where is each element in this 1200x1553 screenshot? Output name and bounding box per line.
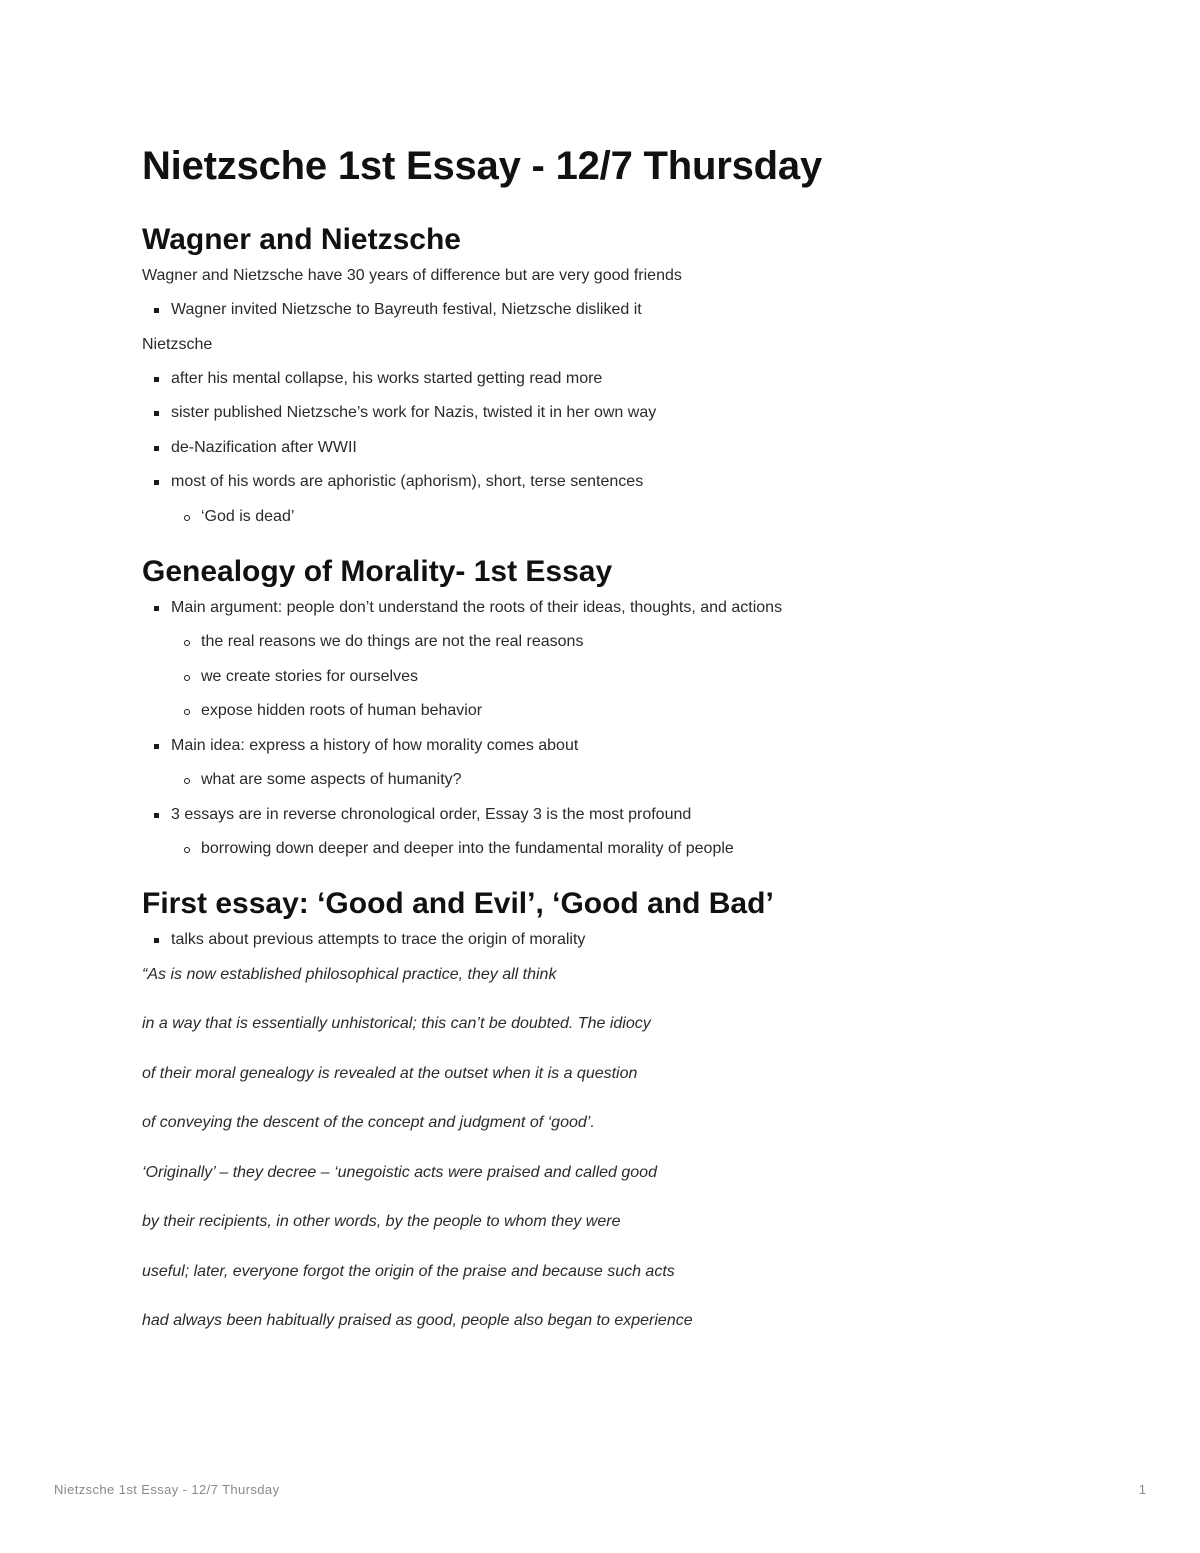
- circle-bullet-icon: [184, 675, 190, 681]
- square-bullet-icon: [154, 377, 159, 382]
- list-item-text: Main idea: express a history of how morality comes about: [171, 736, 579, 754]
- circle-bullet-icon: [184, 847, 190, 853]
- list-item-text: most of his words are aphoristic (aphorism), short, terse sentences: [171, 473, 644, 490]
- quote-line: had always been habitually praised as good, people also began to experience: [142, 1312, 693, 1329]
- footer-page-number: 1: [1138, 1482, 1146, 1497]
- list-item-nested: [142, 507, 1102, 527]
- list-item-nested: [142, 632, 1102, 652]
- list-item-nested: [142, 839, 1102, 859]
- quote-line: ‘Originally’ – they decree – ‘unegoistic acts were praised and called good: [142, 1163, 657, 1181]
- list-item-text: what are some aspects of humanity?: [201, 771, 462, 788]
- bullet-list: [142, 369, 1102, 527]
- list-item-text: after his mental collapse, his works started getting read more: [171, 369, 603, 387]
- list-item: [142, 300, 1102, 320]
- list-item: [142, 736, 1102, 756]
- section-heading: First essay: ‘Good and Evil’, ‘Good and Bad’: [142, 887, 774, 920]
- paragraph: Wagner and Nietzsche have 30 years of difference but are very good friends: [142, 267, 682, 284]
- list-item-text: talks about previous attempts to trace the origin of morality: [171, 931, 586, 948]
- circle-bullet-icon: [184, 640, 190, 646]
- section-heading: Wagner and Nietzsche: [142, 223, 461, 256]
- list-item-nested: [142, 770, 1102, 790]
- quote-line: in a way that is essentially unhistorical; this can’t be doubted. The idiocy: [142, 1015, 651, 1032]
- section-heading: Genealogy of Morality- 1st Essay: [142, 554, 613, 588]
- list-item: [142, 369, 1102, 389]
- square-bullet-icon: [154, 744, 159, 749]
- section-first-essay: [142, 886, 1102, 1331]
- quote-line: useful; later, everyone forgot the origin of the praise and because such acts: [142, 1262, 675, 1280]
- block-quote: [142, 965, 1102, 1332]
- list-item-text: Wagner invited Nietzsche to Bayreuth festival, Nietzsche disliked it: [171, 301, 642, 318]
- list-item: [142, 598, 1102, 618]
- list-item: [142, 438, 1102, 458]
- bullet-list: [142, 598, 1102, 860]
- page-title: Nietzsche 1st Essay - 12/7 Thursday: [142, 144, 822, 188]
- list-item: [142, 472, 1102, 492]
- section-wagner-and-nietzsche: [142, 222, 1102, 527]
- list-item: [142, 930, 1102, 950]
- list-item: [142, 805, 1102, 825]
- list-item-text: Main argument: people don’t understand the roots of their ideas, thoughts, and actions: [171, 598, 783, 616]
- list-item-text: expose hidden roots of human behavior: [201, 702, 483, 719]
- list-item-text: de-Nazification after WWII: [171, 438, 357, 456]
- footer-document-title: Nietzsche 1st Essay - 12/7 Thursday: [54, 1482, 280, 1497]
- circle-bullet-icon: [184, 709, 190, 715]
- section-genealogy-of-morality: [142, 554, 1102, 860]
- square-bullet-icon: [154, 480, 159, 485]
- bullet-list: [142, 930, 1102, 950]
- square-bullet-icon: [154, 308, 159, 313]
- list-item-text: sister published Nietzsche’s work for Nazis, twisted it in her own way: [171, 404, 657, 421]
- quote-line: by their recipients, in other words, by the people to whom they were: [142, 1213, 621, 1230]
- square-bullet-icon: [154, 411, 159, 416]
- document-content: [142, 140, 1102, 1331]
- list-item-nested: [142, 701, 1102, 721]
- quote-line: of conveying the descent of the concept and judgment of ‘good’.: [142, 1114, 595, 1131]
- quote-line: “As is now established philosophical practice, they all think: [142, 965, 557, 983]
- list-item-text: borrowing down deeper and deeper into the fundamental morality of people: [201, 840, 734, 857]
- square-bullet-icon: [154, 446, 159, 451]
- list-item: [142, 403, 1102, 423]
- square-bullet-icon: [154, 813, 159, 818]
- square-bullet-icon: [154, 606, 159, 611]
- square-bullet-icon: [154, 938, 159, 943]
- list-item-nested: [142, 667, 1102, 687]
- bullet-list: [142, 300, 1102, 320]
- quote-line: of their moral genealogy is revealed at the outset when it is a question: [142, 1064, 638, 1082]
- list-item-text: we create stories for ourselves: [201, 667, 418, 685]
- circle-bullet-icon: [184, 515, 190, 521]
- list-item-text: ‘God is dead’: [201, 507, 295, 525]
- circle-bullet-icon: [184, 778, 190, 784]
- list-item-text: the real reasons we do things are not the real reasons: [201, 633, 584, 650]
- paragraph: Nietzsche: [142, 335, 213, 353]
- list-item-text: 3 essays are in reverse chronological order, Essay 3 is the most profound: [171, 805, 692, 823]
